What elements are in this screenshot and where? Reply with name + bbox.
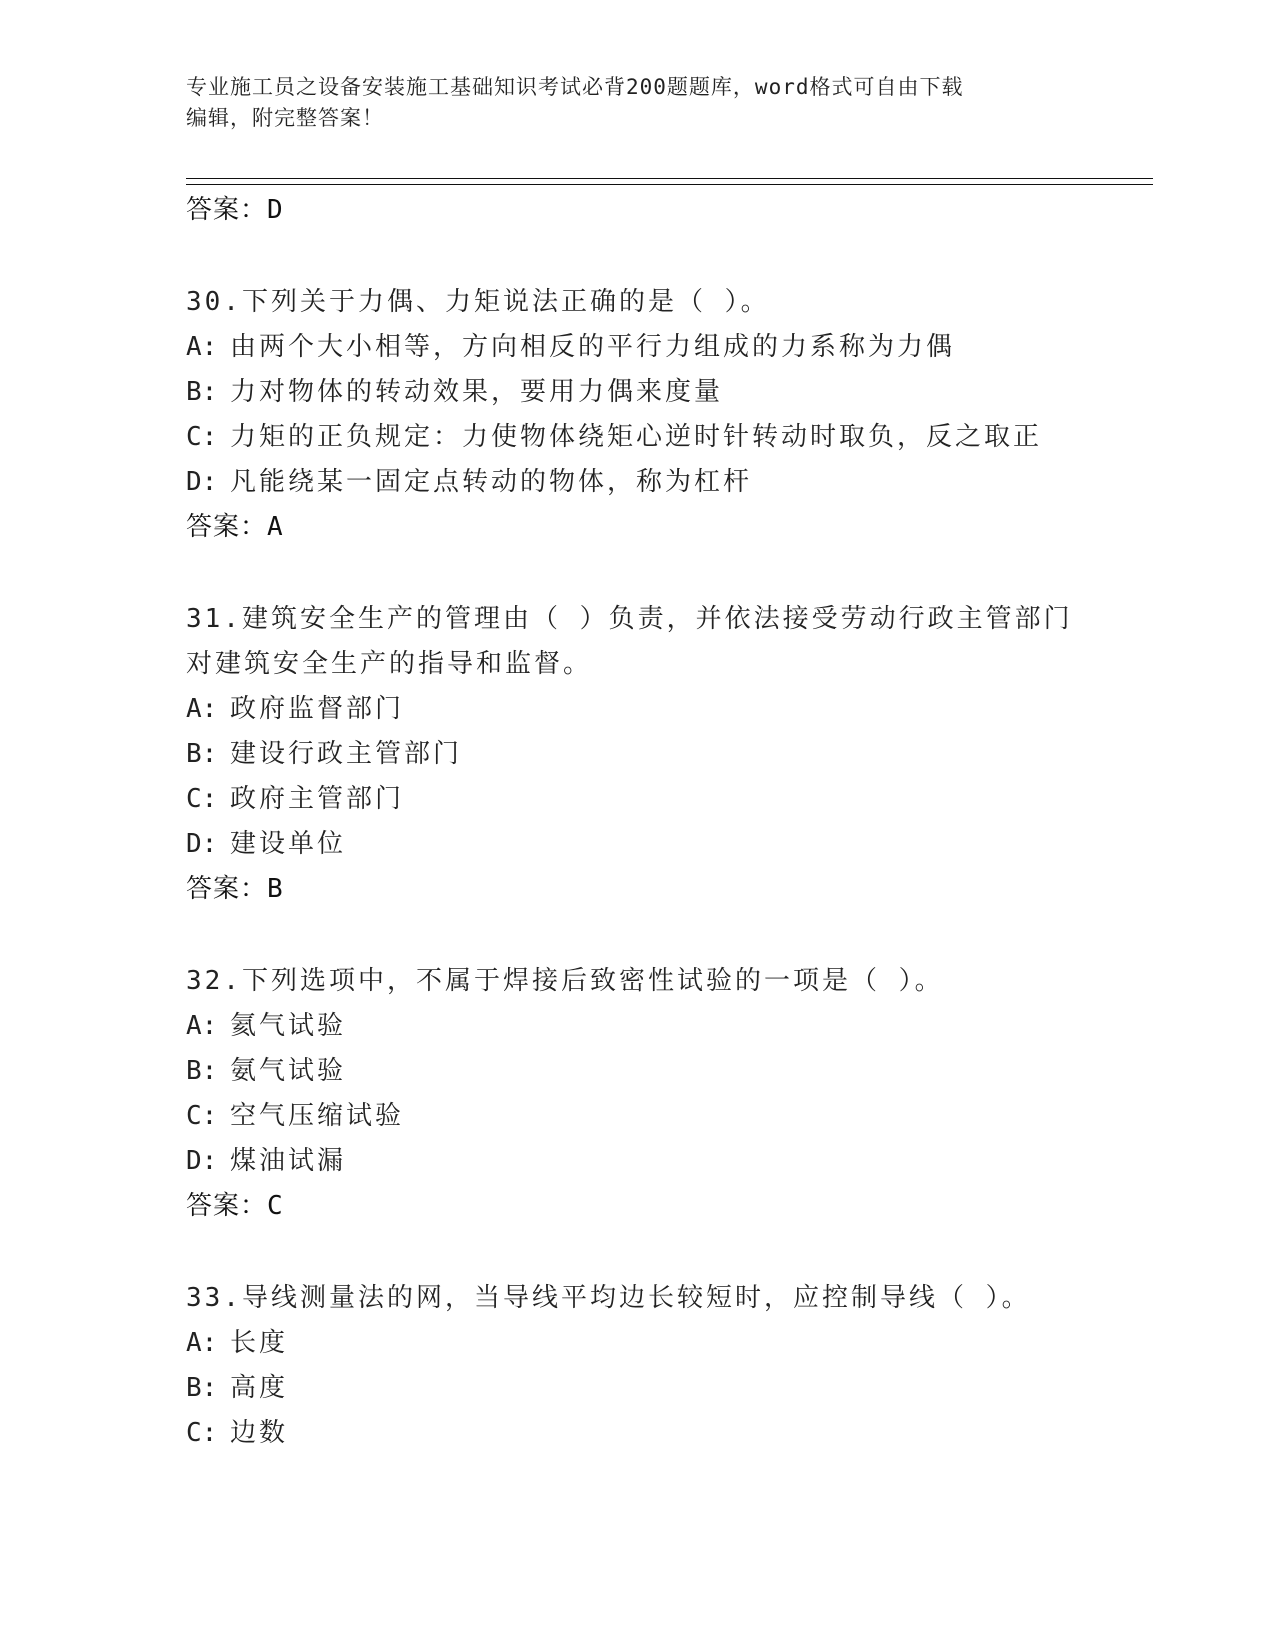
option-key: D: [186,829,218,859]
question-list [186,188,1126,1456]
option-key: A: [186,332,218,362]
option-d [186,460,1126,505]
option-text: 政府主管部门 [230,784,405,814]
answer-value: B [267,874,283,904]
spacer [186,1229,1126,1276]
option-text: 凡能绕某一固定点转动的物体，称为杠杆 [230,467,753,497]
option-text: 力对物体的转动效果，要用力偶来度量 [230,377,724,407]
option-text: 氨气试验 [230,1056,347,1086]
question-text: 31.建筑安全生产的管理由（ ）负责，并依法接受劳动行政主管部门 [186,604,1073,634]
option-a [186,687,1126,732]
option-key: B: [186,1056,218,1086]
answer-line [186,505,1126,550]
answer-line [186,1184,1126,1229]
option-text: 建设单位 [230,829,347,859]
option-d [186,1139,1126,1184]
option-text: 煤油试漏 [230,1146,347,1176]
option-text: 由两个大小相等，方向相反的平行力组成的力系称为力偶 [230,332,956,362]
option-text: 政府监督部门 [230,694,405,724]
document-header [186,72,1066,134]
option-c [186,415,1126,460]
option-text: 长度 [230,1328,289,1358]
option-b [186,1049,1126,1094]
option-key: A: [186,1011,218,1041]
option-d [186,822,1126,867]
answer-line [186,867,1126,912]
question-block [186,280,1126,550]
option-a [186,1004,1126,1049]
option-text: 氦气试验 [230,1011,347,1041]
option-text: 空气压缩试验 [230,1101,405,1131]
question-text: 30.下列关于力偶、力矩说法正确的是（ ）。 [186,287,770,317]
answer-value: A [267,512,283,542]
option-c [186,1411,1126,1456]
option-key: C: [186,1418,218,1448]
question-text: 33.导线测量法的网，当导线平均边长较短时，应控制导线（ ）。 [186,1283,1031,1313]
answer-value: C [267,1191,283,1221]
question-text-continued: 对建筑安全生产的指导和监督。 [186,649,593,679]
question-block [186,959,1126,1229]
option-text: 建设行政主管部门 [230,739,463,769]
header-title-line-2: 编辑，附完整答案！ [186,106,384,130]
answer-label: 答案： [186,195,268,225]
answer-line [186,188,1126,233]
option-c [186,777,1126,822]
option-text: 力矩的正负规定：力使物体绕矩心逆时针转动时取负，反之取正 [230,422,1043,452]
answer-value: D [267,195,283,225]
spacer [186,550,1126,597]
option-a [186,1321,1126,1366]
header-title-line-1: 专业施工员之设备安装施工基础知识考试必背200题题库，word格式可自由下载 [186,75,964,99]
question-text: 32.下列选项中，不属于焊接后致密性试验的一项是（ ）。 [186,966,944,996]
option-text: 边数 [230,1418,289,1448]
option-b [186,1366,1126,1411]
option-b [186,370,1126,415]
question-block [186,597,1126,912]
option-key: C: [186,1101,218,1131]
spacer [186,233,1126,280]
option-key: C: [186,784,218,814]
answer-label: 答案： [186,1191,268,1221]
option-key: D: [186,467,218,497]
option-key: A: [186,694,218,724]
option-a [186,325,1126,370]
header-rule-bottom [186,184,1153,185]
answer-label: 答案： [186,874,268,904]
option-c [186,1094,1126,1139]
option-text: 高度 [230,1373,289,1403]
option-key: A: [186,1328,218,1358]
question-block [186,1276,1126,1456]
option-b [186,732,1126,777]
option-key: B: [186,377,218,407]
option-key: C: [186,422,218,452]
option-key: B: [186,1373,218,1403]
option-key: B: [186,739,218,769]
header-rule-top [186,178,1153,179]
answer-label: 答案： [186,512,268,542]
spacer [186,912,1126,959]
option-key: D: [186,1146,218,1176]
